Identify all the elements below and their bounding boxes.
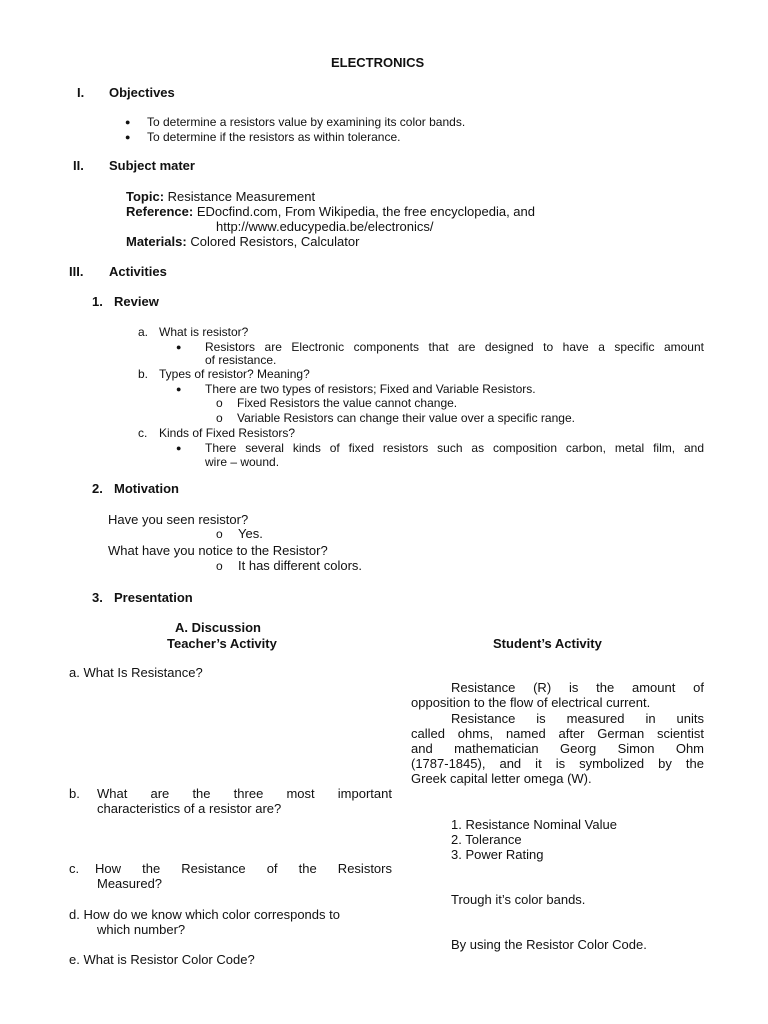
review-question: Kinds of Fixed Resistors? — [159, 426, 296, 440]
teacher-question: Measured? — [97, 876, 163, 891]
student-answer: Greek capital letter omega (W). — [411, 771, 592, 786]
objective-item: To determine if the resistors as within tolerance. — [147, 130, 401, 144]
review-question: Types of resistor? Meaning? — [159, 367, 310, 381]
review-answer: There several kinds of fixed resistors such as composition carbon, metal film, and — [205, 441, 704, 455]
sub-bullet-icon: o — [216, 396, 223, 410]
sub-bullet-icon: o — [216, 559, 223, 573]
bullet-icon: ● — [176, 384, 182, 394]
section-heading-subject: Subject mater — [109, 158, 195, 173]
section-heading-objectives: Objectives — [109, 85, 175, 100]
teacher-question: which number? — [97, 922, 186, 937]
student-list-item: 1. Resistance Nominal Value — [451, 817, 617, 832]
teacher-question: What are the three most important — [97, 786, 392, 801]
review-answer: There are two types of resistors; Fixed and Variable Resistors. — [205, 382, 536, 396]
student-answer: opposition to the flow of electrical current. — [411, 695, 651, 710]
subsection-heading-review: Review — [114, 294, 159, 309]
section-numeral: III. — [69, 264, 84, 279]
section-numeral: I. — [77, 85, 85, 100]
subsection-number: 3. — [92, 590, 103, 605]
motivation-question: What have you notice to the Resistor? — [108, 543, 328, 558]
teacher-question: characteristics of a resistor are? — [97, 801, 282, 816]
page-title: ELECTRONICS — [331, 55, 425, 70]
reference-label: Reference: — [126, 204, 194, 219]
subsection-number: 2. — [92, 481, 103, 496]
student-answer: Resistance is measured in units — [451, 711, 704, 726]
review-answer: of resistance. — [205, 353, 277, 367]
review-sub-answer: Variable Resistors can change their value over a specific range. — [237, 411, 575, 425]
bullet-icon: ● — [125, 132, 131, 142]
bullet-icon: ● — [176, 443, 182, 453]
teacher-question: e. What is Resistor Color Code? — [69, 952, 255, 967]
reference-row — [126, 204, 535, 219]
objective-item: To determine a resistors value by examining its color bands. — [147, 115, 466, 129]
sub-bullet-icon: o — [216, 527, 223, 541]
list-label: b. — [69, 786, 80, 801]
teacher-question: d. How do we know which color corresponds to — [69, 907, 340, 922]
topic-value: Resistance Measurement — [167, 189, 316, 204]
student-activity-heading: Student’s Activity — [493, 636, 602, 651]
subsection-heading-presentation: Presentation — [114, 590, 193, 605]
review-question: What is resistor? — [159, 325, 249, 339]
bullet-icon: ● — [125, 117, 131, 127]
materials-row — [126, 234, 359, 249]
reference-url: http://www.educypedia.be/electronics/ — [216, 219, 434, 234]
student-answer: called ohms, named after German scientist — [411, 726, 704, 741]
section-numeral: II. — [73, 158, 84, 173]
reference-value: EDocfind.com, From Wikipedia, the free encyclopedia, and — [196, 204, 535, 219]
list-label: b. — [138, 367, 149, 381]
motivation-answer: Yes. — [238, 526, 263, 541]
student-answer: and mathematician Georg Simon Ohm — [411, 741, 704, 756]
student-answer: Trough it’s color bands. — [451, 892, 586, 907]
topic-label: Topic: — [126, 189, 165, 204]
review-answer: Resistors are Electronic components that are designed to have a specific amount — [205, 340, 704, 354]
student-list-item: 3. Power Rating — [451, 847, 544, 862]
motivation-answer: It has different colors. — [238, 558, 363, 573]
student-list-item: 2. Tolerance — [451, 832, 522, 847]
subsection-heading-motivation: Motivation — [114, 481, 179, 496]
teacher-question: a. What Is Resistance? — [69, 665, 203, 680]
materials-label: Materials: — [126, 234, 187, 249]
teacher-activity-heading: Teacher’s Activity — [167, 636, 277, 651]
student-answer: (1787-1845), and it is symbolized by the — [411, 756, 704, 771]
review-sub-answer: Fixed Resistors the value cannot change. — [237, 396, 458, 410]
list-label: a. — [138, 325, 149, 339]
review-answer: wire – wound. — [205, 455, 280, 469]
list-label: c. — [69, 861, 80, 876]
list-label: c. — [138, 426, 148, 440]
topic-row — [126, 189, 315, 204]
discussion-heading: A. Discussion — [175, 620, 261, 635]
student-answer: By using the Resistor Color Code. — [451, 937, 647, 952]
student-answer: Resistance (R) is the amount of — [451, 680, 704, 695]
motivation-question: Have you seen resistor? — [108, 512, 249, 527]
sub-bullet-icon: o — [216, 411, 223, 425]
bullet-icon: ● — [176, 342, 182, 352]
materials-value: Colored Resistors, Calculator — [190, 234, 360, 249]
teacher-question: How the Resistance of the Resistors — [95, 861, 392, 876]
section-heading-activities: Activities — [109, 264, 167, 279]
subsection-number: 1. — [92, 294, 103, 309]
